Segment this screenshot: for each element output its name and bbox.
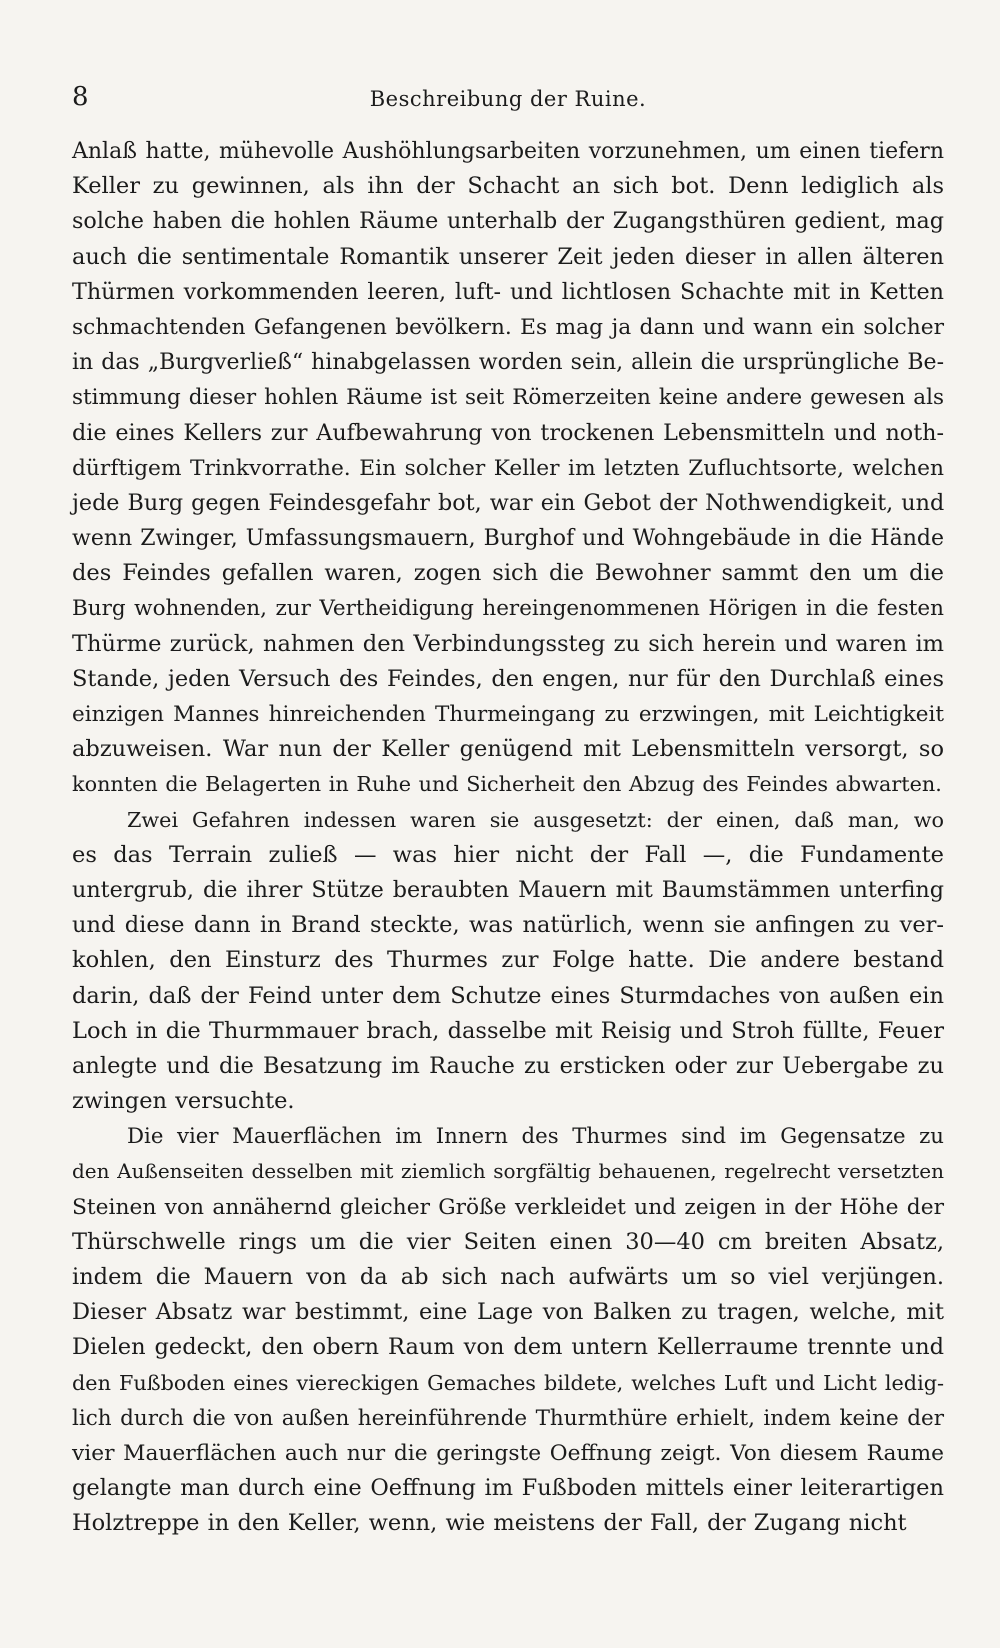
text-line: Keller zu gewinnen, als ihn der Schacht an sich bot. Denn lediglich als — [72, 173, 944, 200]
text-line: gelangte man durch eine Oeffnung im Fußboden mittels einer leiterartigen — [72, 1475, 944, 1502]
text-line: den Fußboden eines viereckigen Gemaches bildete, welches Luft und Licht ledig- — [72, 1370, 944, 1395]
text-line: vier Mauerflächen auch nur die geringste Oeffnung zeigt. Von diesem Raume — [72, 1440, 944, 1466]
text-line: dürftigem Trinkvorrathe. Ein solcher Keller im letzten Zufluchtsorte, welchen — [72, 455, 944, 481]
text-line: zwingen versuchte. — [72, 1088, 295, 1115]
text-line: Steinen von annähernd gleicher Größe verkleidet und zeigen in der Höhe der — [72, 1194, 944, 1220]
text-line: es das Terrain zuließ — was hier nicht der Fall —, die Fundamente — [72, 841, 944, 868]
paragraph — [72, 803, 944, 1120]
text-line: und diese dann in Brand steckte, was natürlich, wenn sie anfingen zu ver- — [72, 912, 944, 939]
text-line: lich durch die von außen hereinführende Thurmthüre erhielt, indem keine der — [72, 1405, 944, 1431]
text-line: Die vier Mauerflächen im Innern des Thurmes sind im Gegensatze zu — [127, 1124, 944, 1150]
text-line: Thürme zurück, nahmen den Verbindungssteg zu sich herein und waren im — [72, 630, 944, 657]
text-line: Anlaß hatte, mühevolle Aushöhlungsarbeiten vorzunehmen, um einen tiefern — [72, 139, 944, 164]
text-line: Thürschwelle rings um die vier Seiten einen 30—40 cm breiten Absatz, — [72, 1228, 944, 1255]
text-line: einzigen Mannes hinreichenden Thurmeingang zu erzwingen, mit Leichtigkeit — [72, 702, 944, 727]
page-number: 8 — [72, 82, 89, 112]
text-line: darin, daß der Feind unter dem Schutze eines Sturmdaches von außen ein — [72, 982, 944, 1009]
text-line: Thürmen vorkommenden leeren, luft- und lichtlosen Schachte mit in Ketten — [72, 278, 944, 305]
text-line: Holztreppe in den Keller, wenn, wie meistens der Fall, der Zugang nicht — [72, 1510, 907, 1537]
text-line: des Feindes gefallen waren, zogen sich die Bewohner sammt den um die — [72, 560, 944, 587]
text-line: die eines Kellers zur Aufbewahrung von trockenen Lebensmitteln und noth- — [72, 419, 944, 446]
paragraph — [72, 1119, 944, 1541]
paragraph — [72, 134, 944, 803]
text-line: Stande, jeden Versuch des Feindes, den engen, nur für den Durchlaß eines — [72, 665, 944, 692]
text-line: konnten die Belagerten in Ruhe und Sicherheit den Abzug des Feindes abwarten. — [72, 772, 942, 797]
text-line: schmachtenden Gefangenen bevölkern. Es mag ja dann und wann ein solcher — [72, 314, 944, 340]
text-line: jede Burg gegen Feindesgefahr bot, war ein Gebot der Nothwendigkeit, und — [72, 489, 945, 516]
text-line: stimmung dieser hohlen Räume ist seit Römerzeiten keine andere gewesen als — [72, 385, 944, 411]
text-line: kohlen, den Einsturz des Thurmes zur Folge hatte. Die andere bestand — [72, 947, 944, 974]
text-line: in das „Burgverließ“ hinabgelassen worden sein, allein die ursprüngliche Be- — [72, 350, 944, 376]
text-line: indem die Mauern von da ab sich nach aufwärts um so viel verjüngen. — [72, 1264, 944, 1290]
body-text — [72, 134, 944, 1542]
text-line: Zwei Gefahren indessen waren sie ausgesetzt: der einen, daß man, wo — [127, 807, 944, 832]
text-line: solche haben die hohlen Räume unterhalb der Zugangsthüren gedient, mag — [72, 208, 944, 235]
text-line: wenn Zwinger, Umfassungsmauern, Burghof und Wohngebäude in die Hände — [72, 526, 944, 552]
running-head: Beschreibung der Ruine. — [369, 87, 647, 111]
page-header — [72, 78, 944, 118]
text-line: untergrub, die ihrer Stütze beraubten Mauern mit Baumstämmen unterfing — [72, 876, 944, 903]
text-line: den Außenseiten desselben mit ziemlich sorgfältig behauenen, regelrecht versetzten — [72, 1159, 944, 1184]
text-line: Loch in die Thurmmauer brach, dasselbe mit Reisig und Stroh füllte, Feuer — [72, 1017, 944, 1044]
text-line: anlegte und die Besatzung im Rauche zu ersticken oder zur Uebergabe zu — [72, 1052, 944, 1079]
text-line: Burg wohnenden, zur Vertheidigung hereingenommenen Hörigen in die festen — [72, 596, 944, 622]
text-line: auch die sentimentale Romantik unserer Zeit jeden dieser in allen älteren — [72, 243, 944, 270]
text-line: abzuweisen. War nun der Keller genügend mit Lebensmitteln versorgt, so — [72, 736, 944, 763]
text-line: Dieser Absatz war bestimmt, eine Lage von Balken zu tragen, welche, mit — [72, 1299, 944, 1326]
text-line: Dielen gedeckt, den obern Raum von dem untern Kellerraume trennte und — [72, 1334, 944, 1361]
